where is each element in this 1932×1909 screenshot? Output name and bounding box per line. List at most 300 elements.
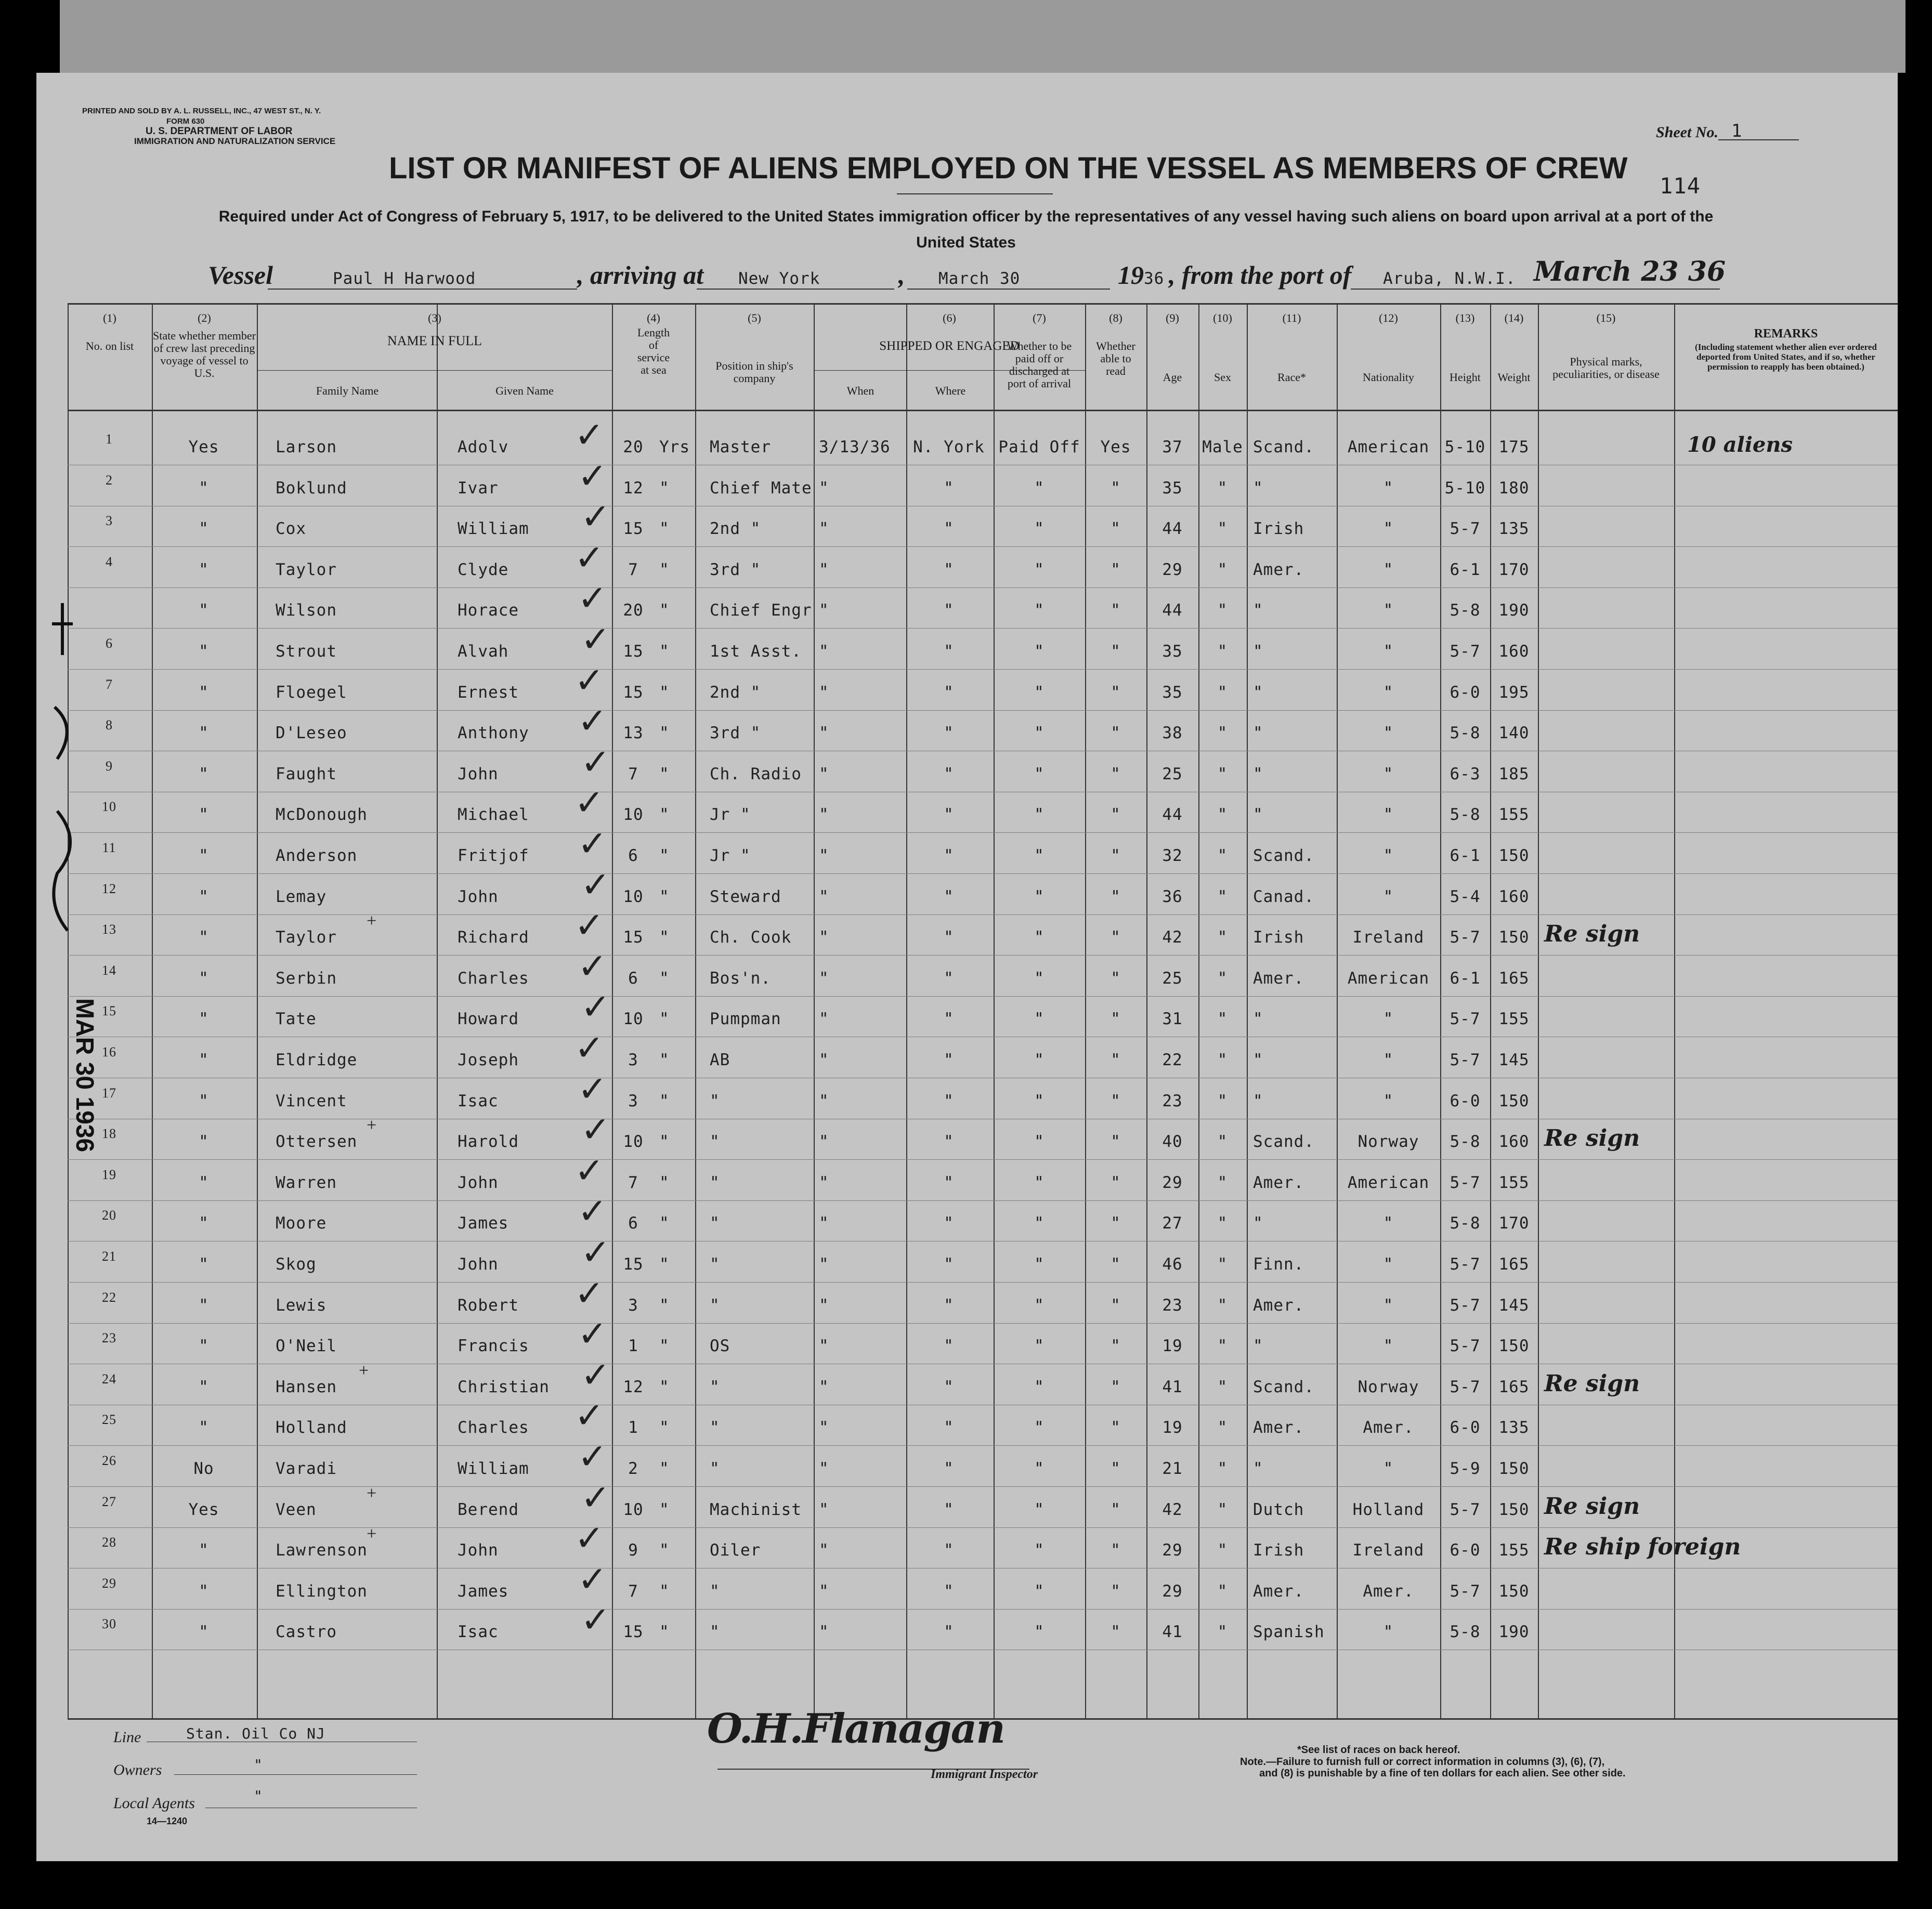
row-17-family-name: Vincent xyxy=(276,1091,347,1110)
row-5-shipped-when: " xyxy=(819,601,829,620)
row-4-row-number: 4 xyxy=(106,554,113,569)
row-19-position: " xyxy=(710,1173,720,1192)
row-7-weight: 195 xyxy=(1498,683,1530,702)
row-8-previous-voyage: " xyxy=(199,724,209,743)
row-18-sex: " xyxy=(1217,1132,1228,1152)
row-12-position: Steward xyxy=(710,887,781,906)
row-6-able-to-read: " xyxy=(1111,642,1121,661)
row-14-shipped-where: " xyxy=(944,969,954,988)
row-2-sex: " xyxy=(1217,478,1228,498)
row-22-shipped-when: " xyxy=(819,1296,829,1315)
row-13-family-name: Taylor xyxy=(276,928,337,947)
row-26-race: " xyxy=(1253,1459,1263,1478)
row-27-previous-voyage: Yes xyxy=(188,1500,219,1519)
verification-checkmark: ✓ xyxy=(578,701,607,742)
row-4-weight: 170 xyxy=(1498,560,1530,579)
row-3-able-to-read: " xyxy=(1111,519,1121,539)
row-21-nationality: " xyxy=(1383,1255,1394,1274)
row-27-service-unit: " xyxy=(659,1500,670,1519)
row-29-service-length: 7 xyxy=(628,1581,638,1601)
row-28-height: 6-0 xyxy=(1450,1541,1481,1560)
row-23-able-to-read: " xyxy=(1111,1337,1121,1356)
row-3-sex: " xyxy=(1217,519,1228,539)
row-8-nationality: " xyxy=(1383,724,1394,743)
row-22-height: 5-7 xyxy=(1450,1296,1481,1315)
row-30-row-number: 30 xyxy=(102,1616,116,1632)
row-13-service-length: 15 xyxy=(623,928,644,947)
row-6-paid-off: " xyxy=(1034,642,1045,661)
row-17-race: " xyxy=(1253,1091,1263,1110)
printer-line: PRINTED AND SOLD BY A. L. RUSSELL, INC., 47 WEST ST., N. Y. xyxy=(82,107,321,115)
row-8-shipped-when: " xyxy=(819,724,829,743)
row-26-nationality: " xyxy=(1383,1459,1394,1478)
row-26-shipped-where: " xyxy=(944,1459,954,1478)
row-23-shipped-when: " xyxy=(819,1337,829,1356)
row-27-race: Dutch xyxy=(1253,1500,1304,1519)
row-30-shipped-when: " xyxy=(819,1623,829,1642)
row-30-position: " xyxy=(710,1623,720,1642)
row-28-sex: " xyxy=(1217,1541,1228,1560)
row-27-nationality: Holland xyxy=(1352,1500,1425,1519)
row-26-row-number: 26 xyxy=(102,1453,116,1468)
row-15-previous-voyage: " xyxy=(199,1010,209,1029)
verification-checkmark: ✓ xyxy=(581,1600,610,1641)
row-13-weight: 150 xyxy=(1498,928,1530,947)
row-6-age: 35 xyxy=(1162,642,1183,661)
row-5-age: 44 xyxy=(1162,601,1183,620)
penalty-note-2: and (8) is punishable by a fine of ten dollars for each alien. See other side. xyxy=(1259,1768,1626,1779)
row-6-shipped-when: " xyxy=(819,642,829,661)
row-2-weight: 180 xyxy=(1498,478,1530,498)
row-4-paid-off: " xyxy=(1034,560,1045,579)
row-21-given-name: John xyxy=(458,1255,499,1274)
row-9-service-unit: " xyxy=(659,764,670,783)
form-code: 14—1240 xyxy=(147,1816,188,1826)
row-23-given-name: Francis xyxy=(458,1337,529,1356)
row-3-paid-off: " xyxy=(1034,519,1045,539)
row-15-weight: 155 xyxy=(1498,1010,1530,1029)
row-13-height: 5-7 xyxy=(1450,928,1481,947)
row-13-sex: " xyxy=(1217,928,1228,947)
col-9-header: Age xyxy=(1163,371,1182,384)
row-28-weight: 155 xyxy=(1498,1541,1530,1560)
row-25-position: " xyxy=(710,1418,720,1437)
row-11-row-number: 11 xyxy=(102,840,116,855)
row-5-race: " xyxy=(1253,601,1263,620)
row-3-height: 5-7 xyxy=(1450,519,1481,539)
row-23-race: " xyxy=(1253,1337,1263,1356)
row-3-service-length: 15 xyxy=(623,519,644,539)
row-21-service-length: 15 xyxy=(623,1255,644,1274)
row-4-shipped-where: " xyxy=(944,560,954,579)
row-11-previous-voyage: " xyxy=(199,846,209,865)
row-12-service-length: 10 xyxy=(623,887,644,906)
row-14-family-name: Serbin xyxy=(276,969,337,988)
row-1-service-length: 20 xyxy=(623,438,644,456)
row-15-row-number: 15 xyxy=(102,1003,116,1019)
row-11-family-name: Anderson xyxy=(276,846,358,865)
col-6-header: SHIPPED OR ENGAGED xyxy=(879,339,1020,353)
row-9-family-name: Faught xyxy=(276,764,337,783)
row-2-position: Chief Mate xyxy=(710,478,812,498)
annotation-cross-mark: + xyxy=(367,1116,377,1135)
row-16-paid-off: " xyxy=(1034,1051,1045,1069)
row-6-service-unit: " xyxy=(659,642,670,661)
verification-checkmark: ✓ xyxy=(578,823,607,865)
row-11-sex: " xyxy=(1217,846,1228,865)
row-27-service-length: 10 xyxy=(623,1500,644,1519)
row-1-family-name: Larson xyxy=(276,438,337,456)
given-name-header: Given Name xyxy=(495,384,554,397)
row-1-age: 37 xyxy=(1162,438,1183,456)
row-22-service-unit: " xyxy=(659,1296,670,1315)
row-29-shipped-when: " xyxy=(819,1581,829,1601)
col-9-number: (9) xyxy=(1166,311,1179,324)
row-23-height: 5-7 xyxy=(1450,1337,1481,1356)
row-29-race: Amer. xyxy=(1253,1581,1304,1601)
row-15-given-name: Howard xyxy=(458,1010,519,1029)
row-17-service-unit: " xyxy=(659,1091,670,1110)
row-19-weight: 155 xyxy=(1498,1173,1530,1192)
verification-checkmark: ✓ xyxy=(581,1109,610,1151)
row-19-shipped-when: " xyxy=(819,1173,829,1192)
row-2-nationality: " xyxy=(1383,478,1394,498)
row-28-given-name: John xyxy=(458,1541,499,1560)
row-29-position: " xyxy=(710,1581,720,1601)
row-3-service-unit: " xyxy=(659,519,670,539)
row-4-shipped-when: " xyxy=(819,560,829,579)
row-27-shipped-when: " xyxy=(819,1500,829,1519)
row-24-able-to-read: " xyxy=(1111,1377,1121,1396)
row-28-shipped-where: " xyxy=(944,1541,954,1560)
row-3-given-name: William xyxy=(458,519,529,539)
row-11-nationality: " xyxy=(1383,846,1394,865)
row-5-service-unit: " xyxy=(659,601,670,620)
row-29-shipped-where: " xyxy=(944,1581,954,1601)
arrival-date: March 30 xyxy=(938,269,1021,288)
row-15-race: " xyxy=(1253,1010,1263,1029)
row-30-weight: 190 xyxy=(1498,1623,1530,1642)
row-21-shipped-where: " xyxy=(944,1255,954,1274)
row-3-age: 44 xyxy=(1162,519,1183,539)
row-7-position: 2nd " xyxy=(710,683,761,702)
col-1-number: (1) xyxy=(103,311,116,324)
row-13-shipped-where: " xyxy=(944,928,954,947)
row-14-sex: " xyxy=(1217,969,1228,988)
row-1-remarks-handwritten: 10 aliens xyxy=(1687,433,1793,457)
row-17-weight: 150 xyxy=(1498,1091,1530,1110)
row-13-nationality: Ireland xyxy=(1352,928,1425,947)
row-22-age: 23 xyxy=(1162,1296,1183,1315)
row-9-position: Ch. Radio xyxy=(710,764,802,783)
row-15-shipped-where: " xyxy=(944,1010,954,1029)
row-6-service-length: 15 xyxy=(623,642,644,661)
row-30-family-name: Castro xyxy=(276,1623,337,1642)
year-prefix: 19 xyxy=(1118,260,1144,290)
row-17-service-length: 3 xyxy=(628,1091,638,1110)
row-5-nationality: " xyxy=(1383,601,1394,620)
row-7-sex: " xyxy=(1217,683,1228,702)
row-7-shipped-where: " xyxy=(944,683,954,702)
col-12-number: (12) xyxy=(1379,311,1398,324)
row-7-family-name: Floegel xyxy=(276,683,347,702)
col-11-number: (11) xyxy=(1282,311,1301,324)
row-4-service-length: 7 xyxy=(628,560,638,579)
col-6-number: (6) xyxy=(943,311,956,324)
row-29-previous-voyage: " xyxy=(199,1581,209,1601)
row-25-nationality: Amer. xyxy=(1363,1418,1414,1437)
row-7-able-to-read: " xyxy=(1111,683,1121,702)
row-30-nationality: " xyxy=(1383,1623,1394,1642)
row-8-race: " xyxy=(1253,724,1263,743)
row-8-paid-off: " xyxy=(1034,724,1045,743)
row-11-race: Scand. xyxy=(1253,846,1314,865)
col-4-number: (4) xyxy=(647,311,660,324)
row-1-height: 5-10 xyxy=(1444,438,1486,456)
arriving-label: , arriving at xyxy=(577,260,704,290)
row-20-row-number: 20 xyxy=(102,1208,116,1223)
row-26-weight: 150 xyxy=(1498,1459,1530,1478)
row-27-able-to-read: " xyxy=(1111,1500,1121,1519)
row-28-age: 29 xyxy=(1162,1541,1183,1560)
row-10-paid-off: " xyxy=(1034,805,1045,825)
verification-checkmark: ✓ xyxy=(581,864,610,906)
row-29-able-to-read: " xyxy=(1111,1581,1121,1601)
row-11-service-length: 6 xyxy=(628,846,638,865)
row-8-age: 38 xyxy=(1162,724,1183,743)
row-12-row-number: 12 xyxy=(102,881,116,896)
row-7-paid-off: " xyxy=(1034,683,1045,702)
row-28-shipped-when: " xyxy=(819,1541,829,1560)
row-5-paid-off: " xyxy=(1034,601,1045,620)
row-16-row-number: 16 xyxy=(102,1044,116,1060)
local-agents-value: " xyxy=(254,1787,263,1805)
row-2-height: 5-10 xyxy=(1444,478,1486,498)
row-23-nationality: " xyxy=(1383,1337,1394,1356)
row-9-age: 25 xyxy=(1162,764,1183,783)
verification-checkmark: ✓ xyxy=(575,537,604,579)
row-6-sex: " xyxy=(1217,642,1228,661)
row-24-service-unit: " xyxy=(659,1377,670,1396)
row-18-given-name: Harold xyxy=(458,1132,519,1152)
row-1-sex: Male xyxy=(1202,438,1243,456)
vessel-label: Vessel xyxy=(208,260,273,290)
row-10-race: " xyxy=(1253,805,1263,825)
row-21-row-number: 21 xyxy=(102,1249,116,1264)
row-10-nationality: " xyxy=(1383,805,1394,825)
row-25-service-length: 1 xyxy=(628,1418,638,1437)
row-25-able-to-read: " xyxy=(1111,1418,1121,1437)
row-30-service-unit: " xyxy=(659,1623,670,1642)
row-9-nationality: " xyxy=(1383,764,1394,783)
row-17-previous-voyage: " xyxy=(199,1091,209,1110)
verification-checkmark: ✓ xyxy=(575,905,604,947)
row-17-shipped-where: " xyxy=(944,1091,954,1110)
row-24-position: " xyxy=(710,1377,720,1396)
row-16-height: 5-7 xyxy=(1450,1051,1481,1069)
row-17-paid-off: " xyxy=(1034,1091,1045,1110)
row-20-weight: 170 xyxy=(1498,1214,1530,1233)
row-1-able-to-read: Yes xyxy=(1100,438,1131,456)
row-14-previous-voyage: " xyxy=(199,969,209,988)
row-27-family-name: Veen xyxy=(276,1500,317,1519)
row-18-shipped-when: " xyxy=(819,1132,829,1152)
row-11-given-name: Fritjof xyxy=(458,846,529,865)
row-15-height: 5-7 xyxy=(1450,1010,1481,1029)
row-23-age: 19 xyxy=(1162,1337,1183,1356)
row-25-sex: " xyxy=(1217,1418,1228,1437)
row-3-race: Irish xyxy=(1253,519,1304,539)
row-8-sex: " xyxy=(1217,724,1228,743)
row-27-age: 42 xyxy=(1162,1500,1183,1519)
row-1-paid-off: Paid Off xyxy=(998,438,1080,456)
row-6-row-number: 6 xyxy=(106,636,113,651)
row-21-family-name: Skog xyxy=(276,1255,317,1274)
owners-label: Owners xyxy=(113,1761,162,1779)
row-7-race: " xyxy=(1253,683,1263,702)
row-24-age: 41 xyxy=(1162,1377,1183,1396)
row-22-family-name: Lewis xyxy=(276,1296,327,1315)
col-2-header: State whether member of crew last preceding voyage of vessel to U.S. xyxy=(153,329,256,380)
row-10-weight: 155 xyxy=(1498,805,1530,825)
row-18-shipped-where: " xyxy=(944,1132,954,1152)
row-4-service-unit: " xyxy=(659,560,670,579)
row-8-shipped-where: " xyxy=(944,724,954,743)
row-8-able-to-read: " xyxy=(1111,724,1121,743)
col-8-number: (8) xyxy=(1109,311,1122,324)
row-1-row-number: 1 xyxy=(106,432,113,447)
row-15-family-name: Tate xyxy=(276,1010,317,1029)
line-value: Stan. Oil Co NJ xyxy=(186,1725,325,1742)
row-1-race: Scand. xyxy=(1253,438,1314,456)
row-21-service-unit: " xyxy=(659,1255,670,1274)
shipped-when-header: When xyxy=(846,384,874,397)
col-8-header: Whether able to read xyxy=(1096,339,1135,377)
page-title: LIST OR MANIFEST OF ALIENS EMPLOYED ON THE VESSEL AS MEMBERS OF CREW xyxy=(389,151,1628,185)
row-7-row-number: 7 xyxy=(106,676,113,692)
row-15-age: 31 xyxy=(1162,1010,1183,1029)
row-23-weight: 150 xyxy=(1498,1337,1530,1356)
row-13-age: 42 xyxy=(1162,928,1183,947)
row-17-nationality: " xyxy=(1383,1091,1394,1110)
row-26-height: 5-9 xyxy=(1450,1459,1481,1478)
row-11-shipped-where: " xyxy=(944,846,954,865)
row-7-service-unit: " xyxy=(659,683,670,702)
row-27-position: Machinist xyxy=(710,1500,802,1519)
row-23-family-name: O'Neil xyxy=(276,1337,337,1356)
row-29-paid-off: " xyxy=(1034,1581,1045,1601)
row-7-service-length: 15 xyxy=(623,683,644,702)
row-8-service-length: 13 xyxy=(623,724,644,743)
row-3-shipped-when: " xyxy=(819,519,829,539)
row-2-service-unit: " xyxy=(659,478,670,498)
sheet-number: 1 xyxy=(1731,121,1743,141)
row-30-service-length: 15 xyxy=(623,1623,644,1642)
shipped-where-header: Where xyxy=(935,384,966,397)
row-3-weight: 135 xyxy=(1498,519,1530,539)
col-1-header: No. on list xyxy=(85,339,134,352)
row-26-family-name: Varadi xyxy=(276,1459,337,1478)
row-24-height: 5-7 xyxy=(1450,1377,1481,1396)
row-24-service-length: 12 xyxy=(623,1377,644,1396)
row-1-position: Master xyxy=(710,438,771,456)
row-27-physical-mark-handwritten: Re sign xyxy=(1544,1493,1640,1520)
row-23-paid-off: " xyxy=(1034,1337,1045,1356)
row-25-row-number: 25 xyxy=(102,1412,116,1428)
row-29-row-number: 29 xyxy=(102,1575,116,1591)
row-25-height: 6-0 xyxy=(1450,1418,1481,1437)
service-name: IMMIGRATION AND NATURALIZATION SERVICE xyxy=(134,136,336,146)
row-9-shipped-when: " xyxy=(819,764,829,783)
row-29-given-name: James xyxy=(458,1581,509,1601)
row-9-previous-voyage: " xyxy=(199,764,209,783)
row-8-position: 3rd " xyxy=(710,724,761,743)
row-4-able-to-read: " xyxy=(1111,560,1121,579)
row-17-row-number: 17 xyxy=(102,1085,116,1101)
row-7-age: 35 xyxy=(1162,683,1183,702)
row-2-family-name: Boklund xyxy=(276,478,347,498)
row-11-paid-off: " xyxy=(1034,846,1045,865)
verification-checkmark: ✓ xyxy=(575,782,604,824)
row-25-shipped-where: " xyxy=(944,1418,954,1437)
arrival-year: 36 xyxy=(1144,269,1165,288)
row-3-row-number: 3 xyxy=(106,513,113,529)
subtitle: Required under Act of Congress of February 5, 1917, to be delivered to the United States immigration officer by the representatives of any vessel having such aliens on board upon arrival at a port of the United States xyxy=(218,208,1714,251)
row-15-shipped-when: " xyxy=(819,1010,829,1029)
row-8-height: 5-8 xyxy=(1450,724,1481,743)
row-6-nationality: " xyxy=(1383,642,1394,661)
row-25-race: Amer. xyxy=(1253,1418,1304,1437)
row-16-weight: 145 xyxy=(1498,1051,1530,1069)
row-7-height: 6-0 xyxy=(1450,683,1481,702)
row-14-weight: 165 xyxy=(1498,969,1530,988)
row-26-previous-voyage: No xyxy=(193,1459,214,1478)
row-4-height: 6-1 xyxy=(1450,560,1481,579)
row-2-shipped-where: " xyxy=(944,478,954,498)
row-19-sex: " xyxy=(1217,1173,1228,1192)
row-5-previous-voyage: " xyxy=(199,601,209,620)
row-19-shipped-where: " xyxy=(944,1173,954,1192)
row-20-race: " xyxy=(1253,1214,1263,1233)
row-16-position: AB xyxy=(710,1051,730,1069)
row-19-height: 5-7 xyxy=(1450,1173,1481,1192)
row-20-given-name: James xyxy=(458,1214,509,1233)
row-19-row-number: 19 xyxy=(102,1167,116,1182)
row-2-shipped-when: " xyxy=(819,478,829,498)
row-6-previous-voyage: " xyxy=(199,642,209,661)
row-20-sex: " xyxy=(1217,1214,1228,1233)
row-12-weight: 160 xyxy=(1498,887,1530,906)
verification-checkmark: ✓ xyxy=(575,1518,604,1560)
verification-checkmark: ✓ xyxy=(578,946,607,987)
row-4-position: 3rd " xyxy=(710,560,761,579)
row-1-shipped-when: 3/13/36 xyxy=(819,438,891,456)
col-14-number: (14) xyxy=(1504,311,1524,324)
row-28-able-to-read: " xyxy=(1111,1541,1121,1560)
row-24-family-name: Hansen xyxy=(276,1377,337,1396)
row-13-race: Irish xyxy=(1253,928,1304,947)
col-13-header: Height xyxy=(1450,371,1481,384)
row-4-sex: " xyxy=(1217,560,1228,579)
row-21-position: " xyxy=(710,1255,720,1274)
row-20-height: 5-8 xyxy=(1450,1214,1481,1233)
row-14-age: 25 xyxy=(1162,969,1183,988)
row-18-row-number: 18 xyxy=(102,1126,116,1142)
verification-checkmark: ✓ xyxy=(581,496,610,538)
row-2-age: 35 xyxy=(1162,478,1183,498)
col-11-header: Race* xyxy=(1277,371,1306,384)
row-23-service-unit: " xyxy=(659,1337,670,1356)
